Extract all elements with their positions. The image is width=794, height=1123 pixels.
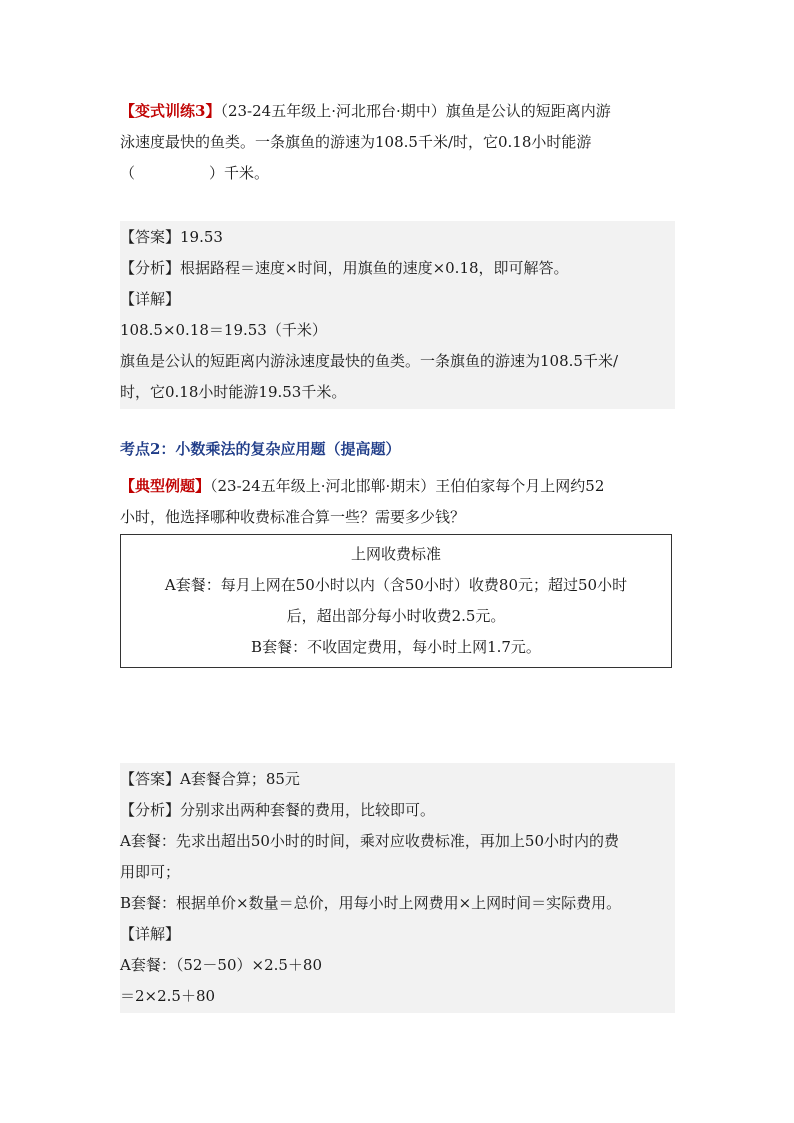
question-1-line-1	[120, 96, 675, 127]
fee-table-title: 上网收费标准	[350, 545, 441, 563]
question-1-text-1: （23-24五年级上·河北邢台·期中）旗鱼是公认的短距离内游	[220, 102, 611, 120]
answer-2-panel	[120, 763, 675, 1013]
answer-2-calc-2: ＝2×2.5＋80	[120, 987, 216, 1005]
answer-1-calc: 108.5×0.18＝19.53（千米）	[120, 321, 327, 339]
question-2	[120, 471, 675, 533]
question-2-line-2: 小时，他选择哪种收费标准合算一些？需要多少钱？	[120, 508, 466, 526]
answer-1-answer: 【答案】19.53	[120, 228, 223, 246]
fee-standard-table	[120, 534, 672, 668]
answer-2-a-text-2: 用即可；	[120, 863, 181, 881]
answer-2-b-text: B套餐：根据单价×数量＝总价，用每小时上网费用×上网时间＝实际费用。	[120, 894, 622, 912]
fee-table-b-line: B套餐：不收固定费用，每小时上网1.7元。	[251, 638, 541, 656]
answer-1-analysis: 【分析】根据路程＝速度×时间，用旗鱼的速度×0.18，即可解答。	[120, 259, 569, 277]
answer-2-calc-1: A套餐：（52－50）×2.5＋80	[120, 956, 323, 974]
question-1	[120, 96, 675, 189]
question-1-tag: 【变式训练3】	[120, 102, 221, 120]
answer-1-detail-label: 【详解】	[120, 290, 181, 308]
question-2-text-1: （23-24五年级上·河北邯郸·期末）王伯伯家每个月上网约52	[210, 477, 605, 495]
question-2-line-1	[120, 471, 675, 502]
fee-table-a-line-1: A套餐：每月上网在50小时以内（含50小时）收费80元；超过50小时	[164, 576, 628, 594]
answer-2-a-text-1: A套餐：先求出超出50小时的时间，乘对应收费标准，再加上50小时内的费	[120, 832, 620, 850]
fee-table-a-line-2: 后，超出部分每小时收费2.5元。	[286, 607, 506, 625]
answer-2-answer: 【答案】A套餐合算；85元	[120, 770, 300, 788]
answer-1-expl-2: 时，它0.18小时能游19.53千米。	[120, 383, 347, 401]
answer-1-panel	[120, 221, 675, 409]
question-1-line-3	[120, 158, 675, 189]
answer-2-analysis: 【分析】分别求出两种套餐的费用，比较即可。	[120, 801, 436, 819]
question-2-tag: 【典型例题】	[120, 477, 211, 495]
blank-open: （	[120, 164, 136, 182]
section-heading	[120, 434, 675, 465]
answer-1-expl-1: 旗鱼是公认的短距离内游泳速度最快的鱼类。一条旗鱼的游速为108.5千米/	[120, 352, 618, 370]
answer-2-detail-label: 【详解】	[120, 925, 181, 943]
section-title: 考点2：小数乘法的复杂应用题（提高题）	[120, 440, 401, 458]
question-1-line-2: 泳速度最快的鱼类。一条旗鱼的游速为108.5千米/时，它0.18小时能游	[120, 133, 592, 151]
blank-close: ）千米。	[209, 164, 270, 182]
